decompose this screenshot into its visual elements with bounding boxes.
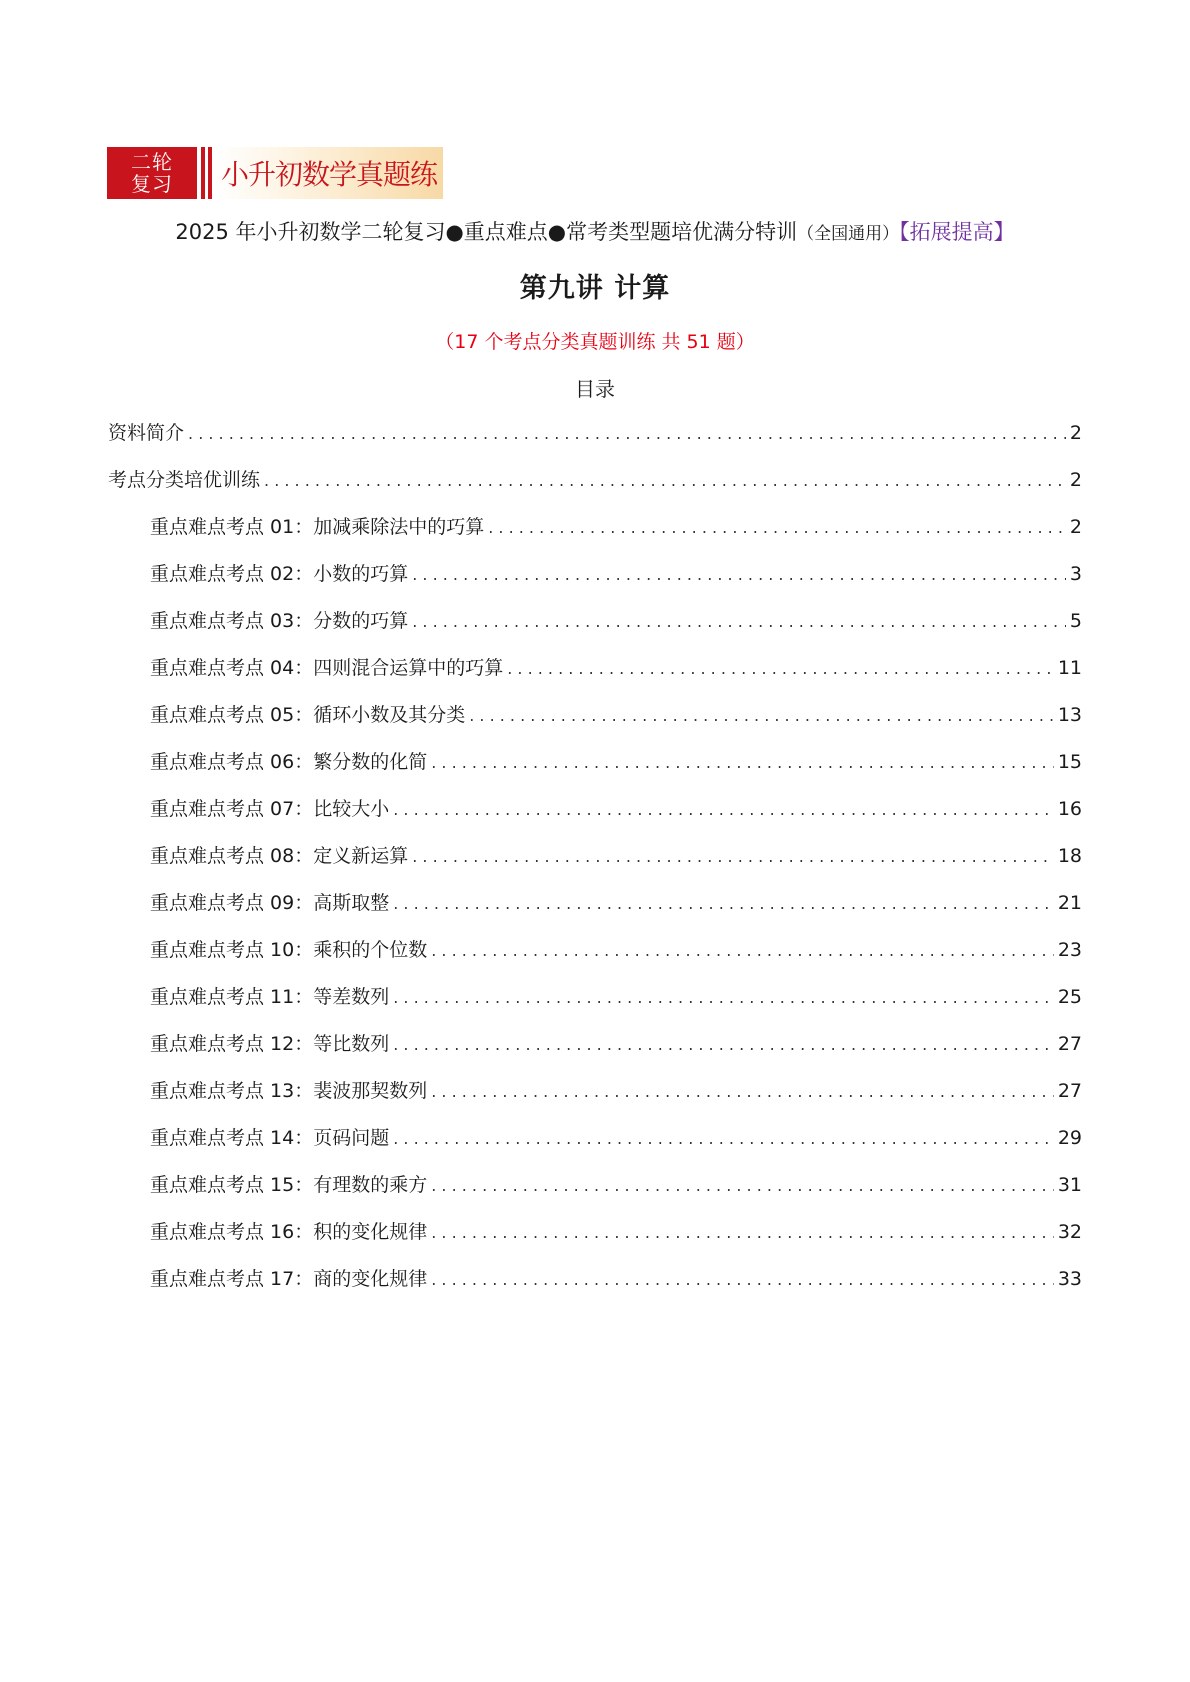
toc-entry[interactable] — [108, 1123, 1082, 1170]
toc-entry-label: 重点难点考点 10：乘积的个位数 — [150, 939, 428, 961]
document-subtitle — [0, 216, 1190, 246]
toc-entry-label: 重点难点考点 11：等差数列 — [150, 986, 390, 1008]
toc-entry[interactable] — [108, 559, 1082, 606]
toc-leader-dots — [393, 894, 1054, 913]
toc-entry-label: 重点难点考点 02：小数的巧算 — [150, 563, 409, 585]
toc-leader-dots — [393, 800, 1054, 819]
toc-leader-dots — [393, 1035, 1054, 1054]
toc-entry-page: 21 — [1057, 892, 1082, 914]
toc-leader-dots — [431, 1082, 1054, 1101]
table-of-contents — [108, 418, 1082, 1311]
toc-entry[interactable] — [108, 1217, 1082, 1264]
toc-entry-page: 18 — [1057, 845, 1082, 867]
toc-entry-page: 32 — [1057, 1221, 1082, 1243]
toc-leader-dots — [393, 988, 1054, 1007]
toc-entry-page: 29 — [1057, 1127, 1082, 1149]
toc-leader-dots — [264, 471, 1066, 490]
toc-entry-label: 重点难点考点 13：裴波那契数列 — [150, 1080, 428, 1102]
toc-entry-page: 25 — [1057, 986, 1082, 1008]
toc-entry-label: 重点难点考点 16：积的变化规律 — [150, 1221, 428, 1243]
toc-leader-dots — [412, 565, 1066, 584]
toc-entry-label: 考点分类培优训练 — [108, 469, 261, 491]
toc-entry-label: 资料简介 — [108, 422, 185, 444]
toc-leader-dots — [488, 518, 1066, 537]
toc-entry-page: 2 — [1069, 516, 1082, 538]
toc-entry[interactable] — [108, 794, 1082, 841]
toc-entry[interactable] — [108, 935, 1082, 982]
toc-entry[interactable] — [108, 465, 1082, 512]
banner-title: 小升初数学真题练 — [215, 147, 443, 199]
toc-entry[interactable] — [108, 747, 1082, 794]
toc-entry-page: 33 — [1057, 1268, 1082, 1290]
toc-entry-page: 31 — [1057, 1174, 1082, 1196]
toc-entry[interactable] — [108, 1076, 1082, 1123]
toc-entry[interactable] — [108, 700, 1082, 747]
toc-entry-page: 15 — [1057, 751, 1082, 773]
badge-line-1: 二轮 — [131, 150, 173, 174]
decorative-bars — [201, 147, 215, 199]
toc-leader-dots — [431, 1176, 1054, 1195]
toc-entry-label: 重点难点考点 12：等比数列 — [150, 1033, 390, 1055]
toc-entry[interactable] — [108, 1170, 1082, 1217]
subtitle-main: 2025 年小升初数学二轮复习●重点难点●常考类型题培优满分特训 — [175, 220, 798, 244]
toc-entry-page: 27 — [1057, 1033, 1082, 1055]
toc-entry-label: 重点难点考点 06：繁分数的化简 — [150, 751, 428, 773]
toc-leader-dots — [412, 847, 1054, 866]
toc-entry-page: 11 — [1057, 657, 1082, 679]
toc-entry-label: 重点难点考点 07：比较大小 — [150, 798, 390, 820]
toc-entry[interactable] — [108, 982, 1082, 1029]
toc-entry[interactable] — [108, 841, 1082, 888]
toc-entry-label: 重点难点考点 04：四则混合运算中的巧算 — [150, 657, 504, 679]
toc-leader-dots — [393, 1129, 1054, 1148]
toc-entry-page: 2 — [1069, 469, 1082, 491]
lecture-title: 第九讲 计算 — [519, 273, 671, 304]
toc-leader-dots — [431, 753, 1054, 772]
toc-entry[interactable] — [108, 512, 1082, 559]
toc-leader-dots — [431, 1223, 1054, 1242]
subtitle-note: （全国通用） — [797, 224, 900, 244]
toc-leader-dots — [507, 659, 1054, 678]
badge-line-2: 复习 — [131, 172, 173, 196]
toc-entry[interactable] — [108, 606, 1082, 653]
toc-entry-page: 27 — [1057, 1080, 1082, 1102]
toc-leader-dots — [412, 612, 1066, 631]
toc-entry[interactable] — [108, 1264, 1082, 1311]
toc-leader-dots — [431, 1270, 1054, 1289]
toc-entry-label: 重点难点考点 01：加减乘除法中的巧算 — [150, 516, 485, 538]
toc-entry[interactable] — [108, 888, 1082, 935]
toc-entry-label: 重点难点考点 09：高斯取整 — [150, 892, 390, 914]
toc-entry-page: 5 — [1069, 610, 1082, 632]
toc-leader-dots — [188, 424, 1066, 443]
toc-entry-page: 16 — [1057, 798, 1082, 820]
toc-entry-label: 重点难点考点 15：有理数的乘方 — [150, 1174, 428, 1196]
toc-entry-label: 重点难点考点 05：循环小数及其分类 — [150, 704, 466, 726]
question-count: （17 个考点分类真题训练 共 51 题） — [435, 331, 755, 353]
toc-entry-label: 重点难点考点 03：分数的巧算 — [150, 610, 409, 632]
toc-entry-label: 重点难点考点 17：商的变化规律 — [150, 1268, 428, 1290]
toc-leader-dots — [469, 706, 1054, 725]
toc-entry[interactable] — [108, 418, 1082, 465]
toc-leader-dots — [431, 941, 1054, 960]
toc-entry-label: 重点难点考点 14：页码问题 — [150, 1127, 390, 1149]
toc-entry-page: 3 — [1069, 563, 1082, 585]
toc-entry-page: 23 — [1057, 939, 1082, 961]
toc-entry-page: 2 — [1069, 422, 1082, 444]
toc-heading: 目录 — [575, 377, 615, 401]
toc-entry[interactable] — [108, 653, 1082, 700]
header-banner — [107, 147, 443, 199]
toc-entry[interactable] — [108, 1029, 1082, 1076]
toc-entry-label: 重点难点考点 08：定义新运算 — [150, 845, 409, 867]
review-badge — [107, 147, 197, 199]
subtitle-tag: 【拓展提高】 — [899, 220, 1015, 244]
toc-entry-page: 13 — [1057, 704, 1082, 726]
